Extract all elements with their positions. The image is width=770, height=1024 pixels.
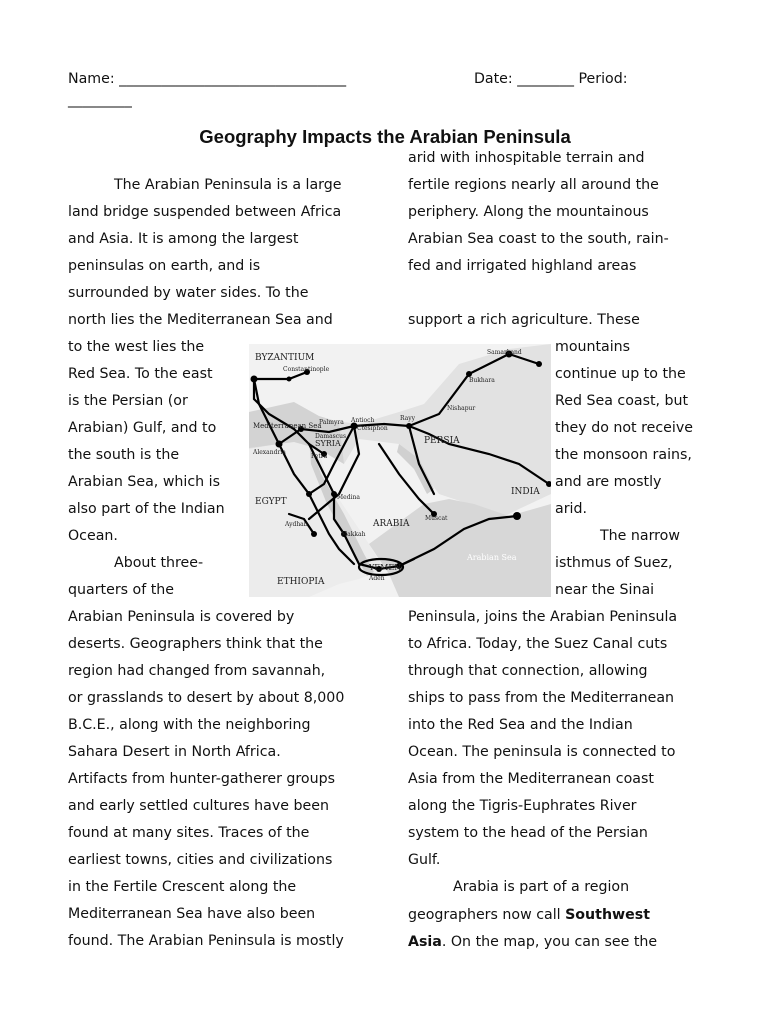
left-text-line: The Arabian Peninsula is a large	[114, 177, 342, 193]
right-narrow-text-line: and are mostly	[555, 474, 662, 490]
left-text-line: Artifacts from hunter-gatherer groups	[68, 771, 336, 787]
left-text-line: Mediterranean Sea have also been	[68, 906, 316, 922]
right-narrow-text-line: continue up to the	[555, 366, 686, 382]
map-label-mediterranean-sea: Mediterranean Sea	[253, 422, 322, 430]
map-label-alexandria: Alexandria	[253, 449, 286, 456]
left-text-line: land bridge suspended between Africa	[68, 204, 342, 220]
left-text-line: or grasslands to desert by about 8,000	[68, 690, 345, 706]
map-label-petra: Petra	[311, 453, 328, 460]
left-text-line: north lies the Mediterranean Sea and	[68, 312, 333, 328]
left-text-line: Arabian Peninsula is covered by	[68, 609, 295, 625]
right-narrow-text-line: The narrow	[600, 528, 680, 544]
right-text-line: system to the head of the Persian	[408, 825, 648, 841]
right-text-line: Arabia is part of a region	[453, 879, 630, 895]
map-label-medina: Medina	[337, 494, 360, 501]
right-text-line: periphery. Along the mountainous	[408, 204, 649, 220]
map-label-damascus: Damascus	[315, 433, 347, 440]
right-text-line: Peninsula, joins the Arabian Peninsula	[408, 609, 678, 625]
right-text-line: Arabian Sea coast to the south, rain-	[408, 231, 669, 247]
key-term-asia: Asia	[408, 934, 442, 950]
map-label-ethiopia: ETHIOPIA	[277, 577, 325, 587]
right-text-line: into the Red Sea and the Indian	[408, 717, 633, 733]
left-text-line: peninsulas on earth, and is	[68, 258, 261, 274]
left-text-line: Arabian Sea, which is	[68, 474, 220, 490]
text-line: Asia. On the map, you can see the	[408, 934, 658, 950]
map-label-antioch: Antioch	[351, 417, 375, 424]
left-text-line: deserts. Geographers think that the	[68, 636, 323, 652]
map-label-bukhara: Bukhara	[469, 377, 495, 384]
left-text-line: region had changed from savannah,	[68, 663, 326, 679]
right-text-line: through that connection, allowing	[408, 663, 648, 679]
left-text-line: Ocean.	[68, 528, 118, 544]
map-label-aden: Aden	[369, 575, 385, 582]
map-label-yemen: YEMEN	[369, 563, 402, 572]
right-text-line: ships to pass from the Mediterranean	[408, 690, 675, 706]
map-label-nishapur: Nishapur	[447, 405, 476, 412]
left-text-line: and Asia. It is among the largest	[68, 231, 299, 247]
map-label-arabia: ARABIA	[373, 519, 410, 529]
right-narrow-text-line: they do not receive	[555, 420, 693, 436]
left-text-line: quarters of the	[68, 582, 175, 598]
map-label-makkah: Makkah	[341, 531, 366, 538]
right-text-line: along the Tigris-Euphrates River	[408, 798, 637, 814]
left-text-line: Arabian) Gulf, and to	[68, 420, 217, 436]
right-narrow-text-line: isthmus of Suez,	[555, 555, 673, 571]
map-label-constantinople: Constantinople	[283, 366, 330, 373]
right-text-line: Asia from the Mediterranean coast	[408, 771, 654, 787]
map-label-ctesiphon: Ctesiphon	[357, 425, 388, 432]
left-text-line: is the Persian (or	[68, 393, 188, 409]
page-title: Geography Impacts the Arabian Peninsula	[199, 126, 571, 147]
right-narrow-text-line: mountains	[555, 339, 631, 355]
trade-routes-map	[249, 344, 551, 597]
left-text-line: found. The Arabian Peninsula is mostly	[68, 933, 344, 949]
left-text-line: Sahara Desert in North Africa.	[68, 744, 281, 760]
right-narrow-text-line: near the Sinai	[555, 582, 655, 598]
map-label-samarkand: Samarkand	[487, 349, 522, 356]
left-text-line: About three-	[114, 555, 204, 571]
right-text-line: to Africa. Today, the Suez Canal cuts	[408, 636, 668, 652]
right-narrow-text-line: Red Sea coast, but	[555, 393, 689, 409]
left-text-line: in the Fertile Crescent along the	[68, 879, 297, 895]
map-label-arabian-sea: Arabian Sea	[467, 553, 517, 562]
right-text-line: fed and irrigated highland areas	[408, 258, 637, 274]
text-line: geographers now call Southwest	[408, 907, 650, 923]
left-text-line: also part of the Indian	[68, 501, 225, 517]
left-text-line: earliest towns, cities and civilizations	[68, 852, 333, 868]
map-label-muscat: Muscat	[425, 515, 448, 522]
map-label-aydhab: Aydhab	[285, 521, 308, 528]
map-label-india: INDIA	[511, 487, 540, 497]
left-text-line: B.C.E., along with the neighboring	[68, 717, 311, 733]
map-label-palmyra: Palmyra	[319, 419, 344, 426]
right-narrow-text-line: arid.	[555, 501, 587, 517]
date-period-field[interactable]: Date: ________ Period:	[474, 71, 628, 87]
name-field[interactable]: Name: ________________________________	[68, 71, 347, 87]
right-text-line: Gulf.	[408, 852, 441, 868]
left-text-line: to the west lies the	[68, 339, 205, 355]
map-label-rayy: Rayy	[400, 415, 416, 422]
map-label-byzantium: BYZANTIUM	[255, 353, 315, 363]
period-blank[interactable]: _________	[68, 92, 132, 108]
left-text-line: Red Sea. To the east	[68, 366, 213, 382]
left-text-line: and early settled cultures have been	[68, 798, 329, 814]
key-term-southwest: Southwest	[565, 907, 650, 923]
map-label-syria: SYRIA	[315, 439, 341, 448]
map-label-egypt: EGYPT	[255, 497, 287, 507]
left-text-line: found at many sites. Traces of the	[68, 825, 310, 841]
right-text-line: support a rich agriculture. These	[408, 312, 640, 328]
right-text-line: fertile regions nearly all around the	[408, 177, 659, 193]
right-text-line: arid with inhospitable terrain and	[408, 150, 645, 166]
right-narrow-text-line: the monsoon rains,	[555, 447, 692, 463]
left-text-line: surrounded by water sides. To the	[68, 285, 309, 301]
map-label-persia: PERSIA	[424, 436, 460, 446]
right-text-line: Ocean. The peninsula is connected to	[408, 744, 676, 760]
left-text-line: the south is the	[68, 447, 180, 463]
